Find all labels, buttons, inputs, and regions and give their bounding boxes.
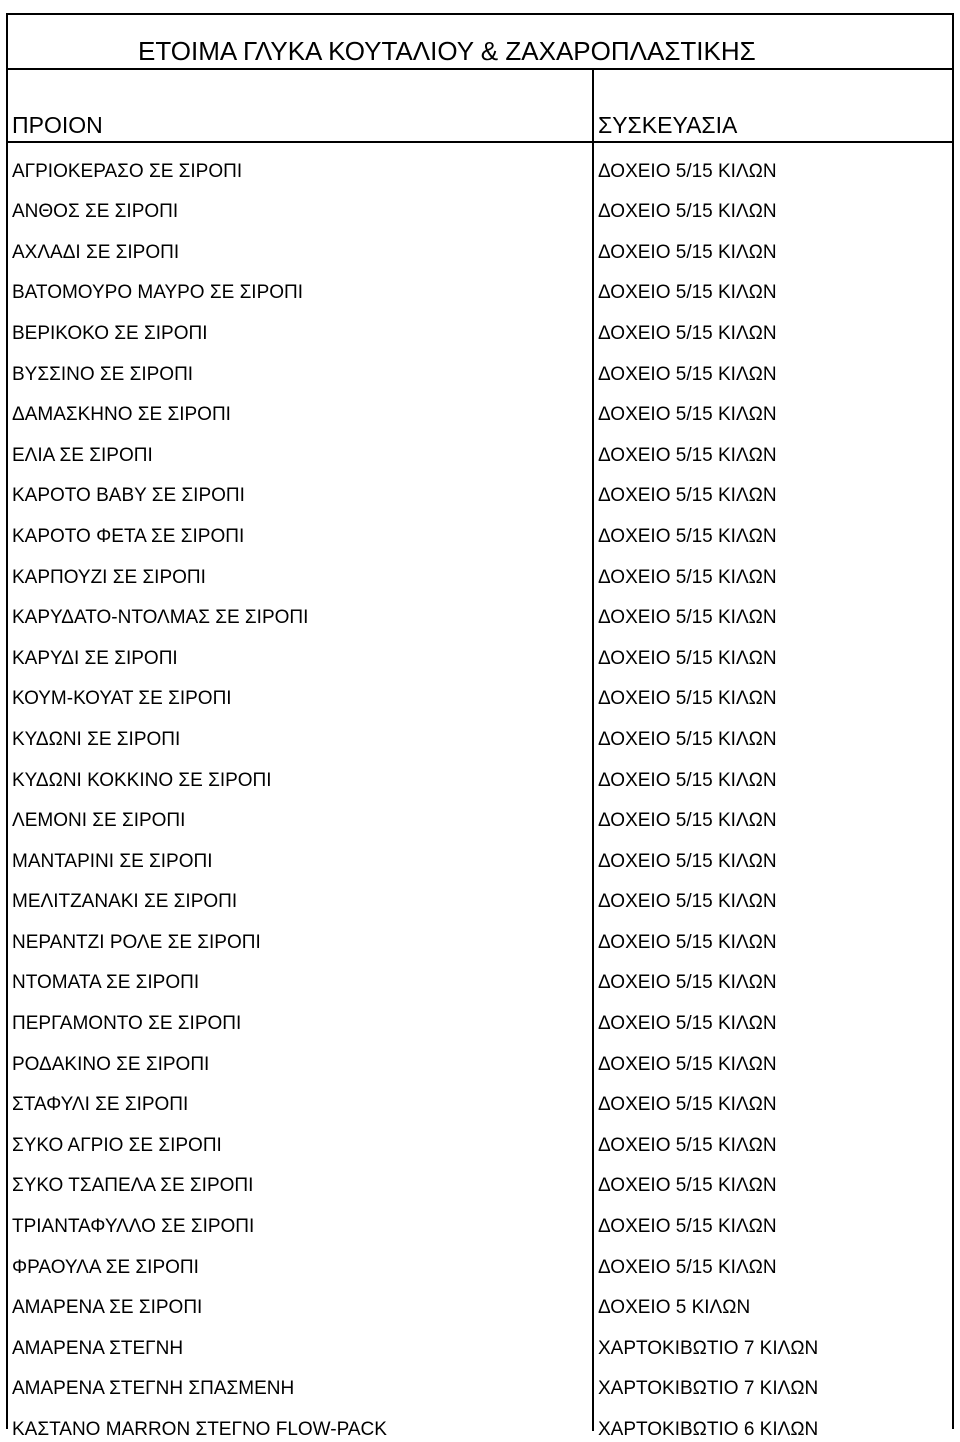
product-cell: ΑΓΡΙΟΚΕΡΑΣΟ ΣΕ ΣΙΡΟΠΙ — [12, 160, 243, 182]
package-cell: ΔΟΧΕΙΟ 5/15 ΚΙΛΩΝ — [598, 1013, 777, 1035]
product-cell: ΚΑΣΤΑΝΟ MARRON ΣΤΕΓΝΟ FLOW-PACK — [12, 1419, 387, 1440]
product-cell: ΤΡΙΑΝΤΑΦΥΛΛΟ ΣΕ ΣΙΡΟΠΙ — [12, 1216, 255, 1238]
product-cell: ΚΥΔΩΝΙ ΚΟΚΚΙΝΟ ΣΕ ΣΙΡΟΠΙ — [12, 769, 272, 791]
table-row — [8, 427, 952, 468]
package-cell: ΔΟΧΕΙΟ 5/15 ΚΙΛΩΝ — [598, 566, 777, 588]
package-cell: ΔΟΧΕΙΟ 5/15 ΚΙΛΩΝ — [598, 444, 777, 466]
product-cell: ΒΕΡΙΚΟΚΟ ΣΕ ΣΙΡΟΠΙ — [12, 322, 208, 344]
product-cell: ΜΑΝΤΑΡΙΝΙ ΣΕ ΣΙΡΟΠΙ — [12, 850, 213, 872]
product-cell: ΚΑΡΟΤΟ BABY ΣΕ ΣΙΡΟΠΙ — [12, 485, 245, 507]
product-cell: ΠΕΡΓΑΜΟΝΤΟ ΣΕ ΣΙΡΟΠΙ — [12, 1013, 242, 1035]
table-row — [8, 995, 952, 1036]
sheet-title: ΕΤΟΙΜΑ ΓΛΥΚΑ ΚΟΥΤΑΛΙΟΥ & ΖΑΧΑΡΟΠΛΑΣΤΙΚΗΣ — [138, 36, 756, 66]
table-row — [8, 914, 952, 955]
package-cell: ΔΟΧΕΙΟ 5/15 ΚΙΛΩΝ — [598, 160, 777, 182]
package-cell: ΔΟΧΕΙΟ 5/15 ΚΙΛΩΝ — [598, 769, 777, 791]
table-row — [8, 955, 952, 996]
product-cell: ΒΥΣΣΙΝΟ ΣΕ ΣΙΡΟΠΙ — [12, 363, 194, 385]
package-cell: ΧΑΡΤΟΚΙΒΩΤΙΟ 7 ΚΙΛΩΝ — [598, 1378, 819, 1400]
product-cell: ΣΥΚΟ ΑΓΡΙΟ ΣΕ ΣΙΡΟΠΙ — [12, 1134, 222, 1156]
package-cell: ΔΟΧΕΙΟ 5/15 ΚΙΛΩΝ — [598, 485, 777, 507]
table-row — [8, 265, 952, 306]
product-cell: ΝΤΟΜΑΤΑ ΣΕ ΣΙΡΟΠΙ — [12, 972, 200, 994]
package-cell: ΔΟΧΕΙΟ 5/15 ΚΙΛΩΝ — [598, 363, 777, 385]
product-table — [8, 70, 952, 1442]
table-row — [8, 590, 952, 631]
product-cell: ΒΑΤΟΜΟΥΡΟ ΜΑΥΡΟ ΣΕ ΣΙΡΟΠΙ — [12, 282, 304, 304]
table-row — [8, 184, 952, 225]
package-cell: ΔΟΧΕΙΟ 5/15 ΚΙΛΩΝ — [598, 1256, 777, 1278]
table-row — [8, 752, 952, 793]
package-cell: ΔΟΧΕΙΟ 5/15 ΚΙΛΩΝ — [598, 647, 777, 669]
package-cell: ΔΟΧΕΙΟ 5/15 ΚΙΛΩΝ — [598, 201, 777, 223]
product-cell: ΚΟΥΜ-ΚΟΥΑΤ ΣΕ ΣΙΡΟΠΙ — [12, 688, 232, 710]
table-row — [8, 1077, 952, 1118]
table-row — [8, 833, 952, 874]
table-row — [8, 630, 952, 671]
product-cell: ΑΝΘΟΣ ΣΕ ΣΙΡΟΠΙ — [12, 201, 179, 223]
column-header-package: ΣΥΣΚΕΥΑΣΙΑ — [598, 112, 738, 138]
table-row — [8, 1117, 952, 1158]
package-cell: ΔΟΧΕΙΟ 5 ΚΙΛΩΝ — [598, 1297, 751, 1319]
table-row — [8, 1158, 952, 1199]
product-cell: ΚΑΡΠΟΥΖΙ ΣΕ ΣΙΡΟΠΙ — [12, 566, 206, 588]
table-row — [8, 711, 952, 752]
package-cell: ΔΟΧΕΙΟ 5/15 ΚΙΛΩΝ — [598, 972, 777, 994]
product-cell: ΑΜΑΡΕΝΑ ΣΤΕΓΝΗ ΣΠΑΣΜΕΝΗ — [12, 1378, 295, 1400]
table-row — [8, 671, 952, 712]
package-cell: ΔΟΧΕΙΟ 5/15 ΚΙΛΩΝ — [598, 322, 777, 344]
table-row — [8, 793, 952, 834]
package-cell: ΔΟΧΕΙΟ 5/15 ΚΙΛΩΝ — [598, 282, 777, 304]
table-row — [8, 1280, 952, 1321]
package-cell: ΔΟΧΕΙΟ 5/15 ΚΙΛΩΝ — [598, 1175, 777, 1197]
package-cell: ΔΟΧΕΙΟ 5/15 ΚΙΛΩΝ — [598, 891, 777, 913]
product-cell: ΑΜΑΡΕΝΑ ΣΕ ΣΙΡΟΠΙ — [12, 1297, 203, 1319]
package-cell: ΧΑΡΤΟΚΙΒΩΤΙΟ 6 ΚΙΛΩΝ — [598, 1419, 819, 1440]
package-cell: ΔΟΧΕΙΟ 5/15 ΚΙΛΩΝ — [598, 1216, 777, 1238]
column-header-product: ΠΡΟΙΟΝ — [12, 112, 103, 138]
table-row — [8, 549, 952, 590]
package-cell: ΔΟΧΕΙΟ 5/15 ΚΙΛΩΝ — [598, 728, 777, 750]
package-cell: ΔΟΧΕΙΟ 5/15 ΚΙΛΩΝ — [598, 525, 777, 547]
title-row — [8, 15, 952, 70]
table-row — [8, 508, 952, 549]
product-cell: ΝΕΡΑΝΤΖΙ ΡΟΛΕ ΣΕ ΣΙΡΟΠΙ — [12, 931, 261, 953]
package-cell: ΧΑΡΤΟΚΙΒΩΤΙΟ 7 ΚΙΛΩΝ — [598, 1337, 819, 1359]
package-cell: ΔΟΧΕΙΟ 5/15 ΚΙΛΩΝ — [598, 404, 777, 426]
package-cell: ΔΟΧΕΙΟ 5/15 ΚΙΛΩΝ — [598, 688, 777, 710]
table-row — [8, 387, 952, 428]
table-row — [8, 224, 952, 265]
package-cell: ΔΟΧΕΙΟ 5/15 ΚΙΛΩΝ — [598, 1134, 777, 1156]
table-row — [8, 143, 952, 184]
product-cell: ΚΑΡΥΔΑΤΟ-ΝΤΟΛΜΑΣ ΣΕ ΣΙΡΟΠΙ — [12, 607, 309, 629]
package-cell: ΔΟΧΕΙΟ 5/15 ΚΙΛΩΝ — [598, 607, 777, 629]
product-cell: ΚΑΡΥΔΙ ΣΕ ΣΙΡΟΠΙ — [12, 647, 178, 669]
table-row — [8, 1320, 952, 1361]
table-row — [8, 1198, 952, 1239]
table-row — [8, 305, 952, 346]
table-row — [8, 468, 952, 509]
table-row — [8, 346, 952, 387]
package-cell: ΔΟΧΕΙΟ 5/15 ΚΙΛΩΝ — [598, 850, 777, 872]
package-cell: ΔΟΧΕΙΟ 5/15 ΚΙΛΩΝ — [598, 1094, 777, 1116]
package-cell: ΔΟΧΕΙΟ 5/15 ΚΙΛΩΝ — [598, 931, 777, 953]
product-cell: ΣΥΚΟ ΤΣΑΠΕΛΑ ΣΕ ΣΙΡΟΠΙ — [12, 1175, 254, 1197]
product-cell: ΔΑΜΑΣΚΗΝΟ ΣΕ ΣΙΡΟΠΙ — [12, 404, 231, 426]
package-cell: ΔΟΧΕΙΟ 5/15 ΚΙΛΩΝ — [598, 1053, 777, 1075]
table-row — [8, 1401, 952, 1442]
table-header-row — [8, 70, 952, 143]
package-cell: ΔΟΧΕΙΟ 5/15 ΚΙΛΩΝ — [598, 241, 777, 263]
package-cell: ΔΟΧΕΙΟ 5/15 ΚΙΛΩΝ — [598, 810, 777, 832]
table-row — [8, 1361, 952, 1402]
product-cell: ΑΜΑΡΕΝΑ ΣΤΕΓΝΗ — [12, 1337, 184, 1359]
product-cell: ΦΡΑΟΥΛΑ ΣΕ ΣΙΡΟΠΙ — [12, 1256, 199, 1278]
product-cell: ΛΕΜΟΝΙ ΣΕ ΣΙΡΟΠΙ — [12, 810, 186, 832]
product-cell: ΕΛΙΑ ΣΕ ΣΙΡΟΠΙ — [12, 444, 153, 466]
product-cell: ΣΤΑΦΥΛΙ ΣΕ ΣΙΡΟΠΙ — [12, 1094, 189, 1116]
product-cell: ΑΧΛΑΔΙ ΣΕ ΣΙΡΟΠΙ — [12, 241, 180, 263]
product-cell: ΡΟΔΑΚΙΝΟ ΣΕ ΣΙΡΟΠΙ — [12, 1053, 210, 1075]
product-cell: ΜΕΛΙΤΖΑΝΑΚΙ ΣΕ ΣΙΡΟΠΙ — [12, 891, 238, 913]
table-row — [8, 1036, 952, 1077]
price-list-sheet — [6, 13, 954, 1440]
table-row — [8, 874, 952, 915]
product-cell: ΚΑΡΟΤΟ ΦΕΤΑ ΣΕ ΣΙΡΟΠΙ — [12, 525, 245, 547]
table-row — [8, 1239, 952, 1280]
product-cell: ΚΥΔΩΝΙ ΣΕ ΣΙΡΟΠΙ — [12, 728, 181, 750]
